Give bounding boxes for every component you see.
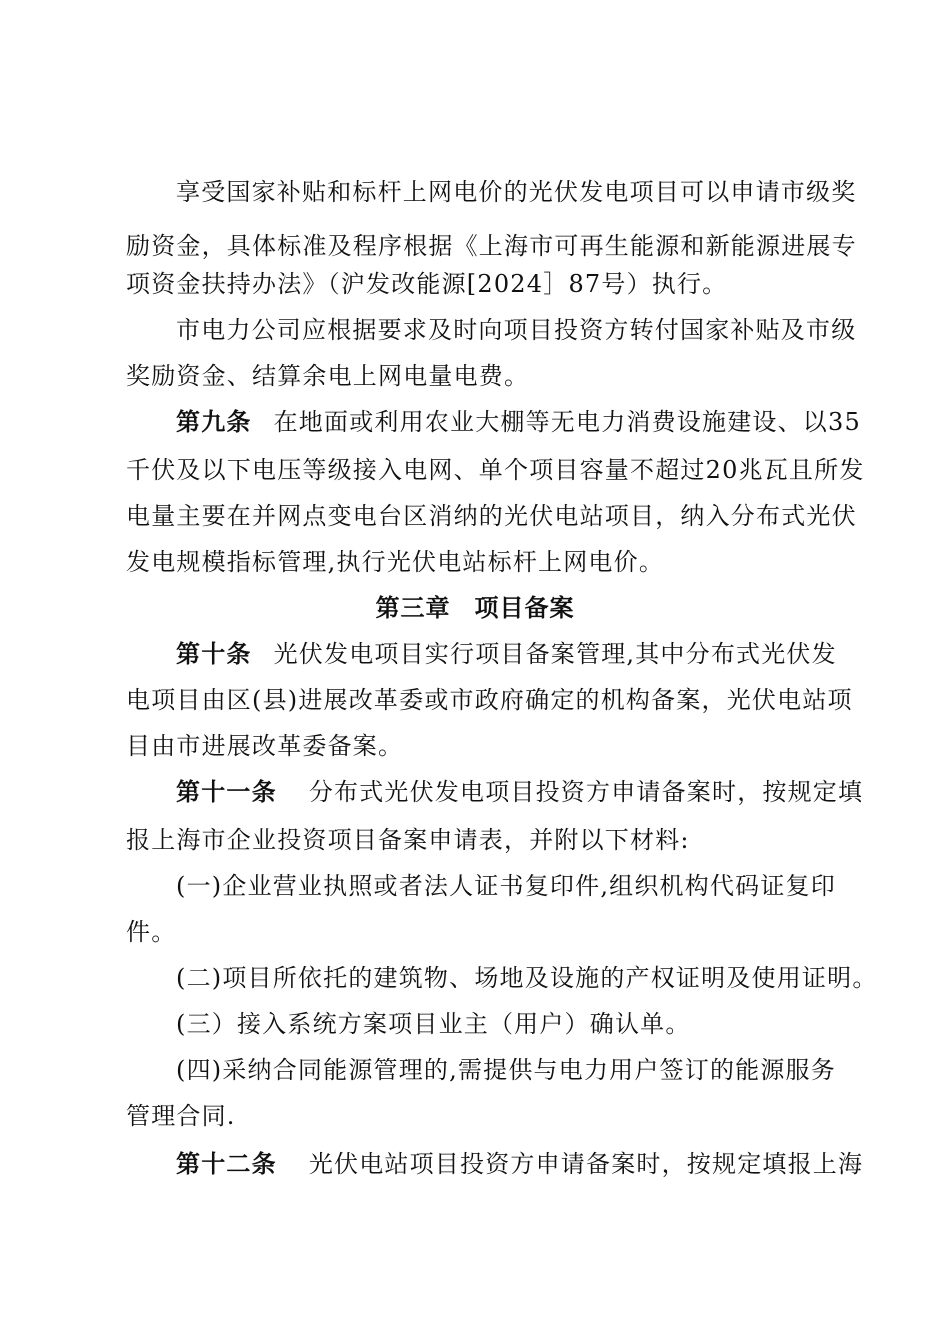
paragraph-line: 励资金，具体标准及程序根据《上海市可再生能源和新能源进展专 bbox=[126, 232, 857, 260]
chapter-heading bbox=[0, 592, 950, 624]
article-number: 第九条 bbox=[176, 408, 252, 436]
list-item: (二)项目所依托的建筑物、场地及设施的产权证明及使用证明。 bbox=[176, 964, 878, 992]
paragraph-line: 奖励资金、结算余电上网电量电费。 bbox=[126, 362, 530, 390]
list-item-continuation: 管理合同. bbox=[126, 1102, 236, 1130]
article-9-line bbox=[176, 406, 861, 438]
article-text: 光伏发电项目实行项目备案管理,其中分布式光伏发 bbox=[273, 640, 837, 668]
article-10-line bbox=[176, 638, 837, 670]
list-item: (四)采纳合同能源管理的,需提供与电力用户签订的能源服务 bbox=[176, 1056, 836, 1084]
article-text: 分布式光伏发电项目投资方申请备案时，按规定填 bbox=[308, 778, 864, 806]
paragraph-line: 发电规模指标管理,执行光伏电站标杆上网电价。 bbox=[126, 548, 665, 576]
paragraph-line: 目由市进展改革委备案。 bbox=[126, 732, 404, 760]
article-number: 第十一条 bbox=[176, 778, 277, 806]
paragraph-line: 千伏及以下电压等级接入电网、单个项目容量不超过20兆瓦且所发 bbox=[126, 456, 865, 484]
paragraph-line: 报上海市企业投资项目备案申请表，并附以下材料: bbox=[126, 826, 690, 854]
article-number: 第十条 bbox=[176, 640, 252, 668]
chapter-title: 项目备案 bbox=[474, 594, 575, 622]
chapter-number: 第三章 bbox=[375, 594, 451, 622]
list-item-continuation: 件。 bbox=[126, 918, 177, 946]
list-item: (一)企业营业执照或者法人证书复印件,组织机构代码证复印 bbox=[176, 872, 836, 900]
list-item: (三）接入系统方案项目业主（用户）确认单。 bbox=[176, 1010, 691, 1038]
article-text: 光伏电站项目投资方申请备案时，按规定填报上海 bbox=[308, 1150, 864, 1178]
paragraph-line: 市电力公司应根据要求及时向项目投资方转付国家补贴及市级 bbox=[176, 316, 857, 344]
article-number: 第十二条 bbox=[176, 1150, 277, 1178]
article-12-line bbox=[176, 1148, 863, 1180]
paragraph-line: 电项目由区(县)进展改革委或市政府确定的机构备案，光伏电站项 bbox=[126, 686, 853, 714]
paragraph-line: 项资金扶持办法》（沪发改能源[2024］87号）执行。 bbox=[126, 270, 728, 298]
paragraph-line: 电量主要在并网点变电台区消纳的光伏电站项目，纳入分布式光伏 bbox=[126, 502, 857, 530]
article-11-line bbox=[176, 776, 863, 808]
paragraph-line: 享受国家补贴和标杆上网电价的光伏发电项目可以申请市级奖 bbox=[176, 178, 857, 206]
article-text: 在地面或利用农业大棚等无电力消费设施建设、以35 bbox=[273, 408, 861, 436]
